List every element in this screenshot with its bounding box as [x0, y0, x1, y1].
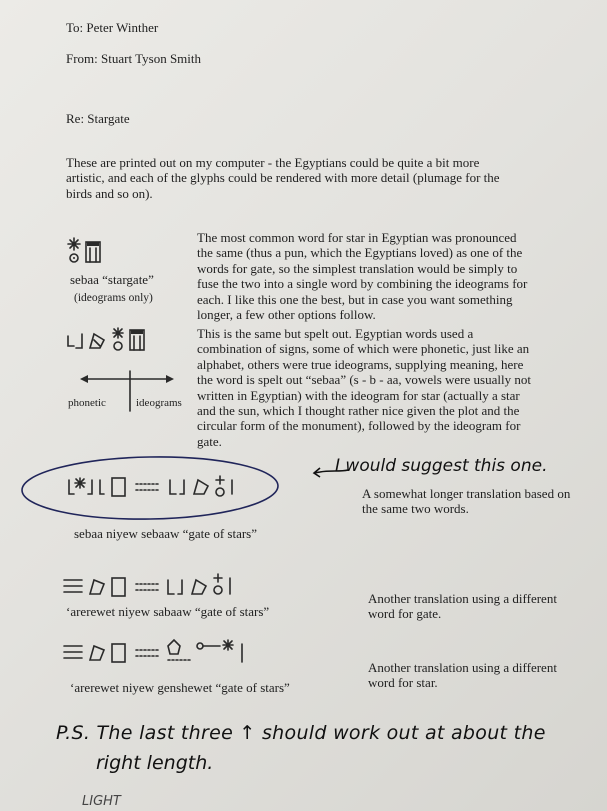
bird-glyph — [90, 646, 104, 660]
gate-glyph — [112, 644, 125, 662]
text-line: gate. — [197, 433, 222, 449]
hieroglyph-group-arerewet-genshewet — [60, 636, 250, 668]
text-line: longer, a few other options follow. — [197, 307, 376, 323]
bird-glyph — [90, 580, 104, 594]
handwritten-postscript-line2: right length. — [96, 752, 214, 774]
text-line: combination of signs, some of which were phonetic, just like an — [197, 341, 530, 357]
text-line: written in Egyptian) with the ideogram for star (actually a star — [197, 387, 520, 403]
bottom-scrawl: LIGHT — [82, 794, 121, 809]
gate-glyph — [130, 330, 144, 350]
bird-glyph — [90, 334, 104, 348]
handwritten-suggestion: I would suggest this one. — [335, 456, 548, 476]
option3-text — [362, 486, 570, 517]
text-line: Another translation using a different — [368, 660, 557, 675]
text-line: alphabet, others were true ideograms, supplying meaning, here — [197, 356, 524, 372]
intro-paragraph — [66, 155, 500, 201]
star-glyph — [75, 478, 85, 488]
text-line: circular form of the monument), followed by the ideogram for — [197, 418, 521, 434]
sun-glyph — [214, 586, 222, 594]
text-line: and the sun, which I thought rather nice given the plot and the — [197, 403, 520, 419]
from-line: From: Stuart Tyson Smith — [66, 51, 202, 66]
hieroglyph-group-stargate — [66, 236, 106, 266]
leg-glyph — [76, 334, 82, 348]
gate-glyph — [86, 242, 100, 262]
re-line: Re: Stargate — [66, 111, 130, 126]
text-line: The most common word for star in Egyptian was pronounced — [197, 230, 517, 245]
option1-caption: sebaa “stargate” — [70, 272, 154, 287]
legend-arrow-left-head — [80, 375, 88, 383]
option5-text — [368, 660, 557, 691]
basket-glyph — [168, 640, 180, 654]
option4-caption: ‘arerewet niyew sabaaw “gate of stars” — [66, 604, 270, 619]
legend-phonetic: phonetic — [68, 397, 106, 409]
text-line: This is the same but spelt out. Egyptian words used a — [197, 326, 474, 341]
star-glyph — [216, 476, 224, 484]
to-line: To: Peter Winther — [66, 20, 159, 35]
text-line: each. I like this one the best, but in case you want something — [197, 291, 513, 307]
water-glyph — [136, 584, 158, 590]
bird-glyph — [194, 480, 208, 494]
fold-glyph — [170, 480, 184, 494]
text-line: A somewhat longer translation based on — [362, 486, 571, 501]
fold-glyph — [168, 580, 182, 594]
gate-glyph — [112, 578, 125, 596]
star-glyph — [214, 574, 222, 582]
bird-glyph — [192, 580, 206, 594]
sun-glyph — [216, 488, 224, 496]
option5-caption: ‘arerewet niyew genshewet “gate of stars” — [70, 680, 290, 695]
snake-glyph — [64, 646, 82, 658]
star-glyph — [68, 238, 80, 262]
text-line: Another translation using a different — [368, 591, 557, 606]
star-glyph — [113, 328, 123, 350]
hieroglyph-group-sebaa — [64, 326, 164, 356]
water-glyph — [136, 484, 160, 490]
text-line: fuse the two into a single word by combining the ideograms for — [197, 276, 528, 292]
fold-glyph — [69, 480, 74, 494]
snake-glyph — [64, 580, 82, 592]
water-glyph — [136, 650, 158, 656]
text-line: the word is spelt out “sebaa” (s - b - aa, vowels were usually not — [197, 372, 531, 388]
hieroglyph-group-arerewet-sabaaw — [60, 572, 250, 602]
intro-line: artistic, and each of the glyphs could be rendered with more detail (plumage for the — [66, 170, 500, 186]
star-glyph — [223, 640, 233, 650]
intro-line: These are printed out on my computer - the Egyptians could be quite a bit more — [66, 155, 480, 170]
hieroglyph-group-gate-of-stars — [66, 474, 256, 502]
leg-glyph — [88, 480, 104, 494]
text-line: word for gate. — [368, 606, 442, 622]
text-line: the same two words. — [362, 501, 469, 517]
option2-text — [197, 326, 531, 449]
fold-glyph — [68, 336, 74, 346]
text-line: the same (thus a pun, which the Egyptians loved) as one of the — [197, 245, 523, 261]
option1-note: (ideograms only) — [74, 292, 153, 304]
text-line: words for gate, so the simplest translation would be simply to — [197, 260, 518, 276]
intro-line: birds and so on). — [66, 185, 153, 201]
legend-ideograms: ideograms — [136, 397, 182, 409]
loop-glyph — [197, 643, 203, 649]
option3-caption: sebaa niyew sebaaw “gate of stars” — [74, 526, 257, 541]
option1-text — [197, 230, 527, 322]
option4-text — [368, 591, 557, 622]
legend-arrow-right-head — [166, 375, 174, 383]
handwritten-postscript-line1: P.S. The last three ↑ should work out at about the — [56, 722, 546, 744]
text-line: word for star. — [368, 675, 438, 691]
gate-glyph — [112, 478, 125, 496]
